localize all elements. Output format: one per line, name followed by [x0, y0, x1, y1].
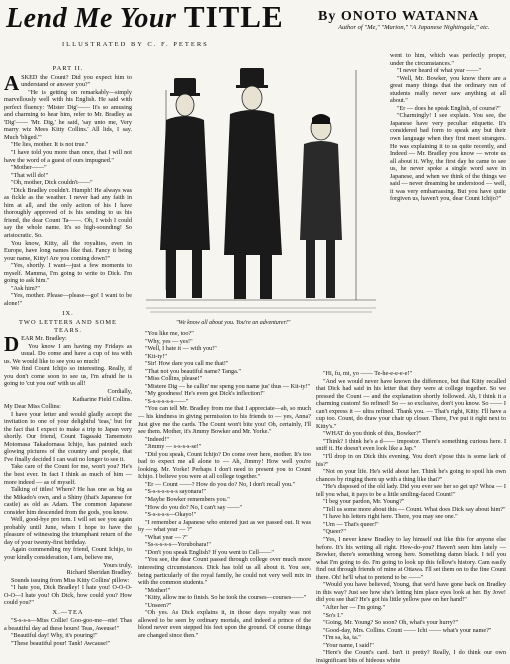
column-3-top — [390, 52, 506, 366]
paragraph: "Well, Mr. Bowker, you know there are a great many things that the ordinary run of students really never saw anything at all about." — [390, 74, 506, 105]
paragraph: "He's disposed of the old lady. Did you ever see her so get up? Whoa — I tell you what, it pays to be a little smiling-faced Count!" — [316, 483, 506, 498]
paragraph: You know, Kitty, all the royalties, even in Europe, have long names like that. Fancy it being your name, Kitty! Are you coming down?" — [4, 239, 132, 262]
signature: Richard Sheridan Bradley. — [66, 569, 132, 577]
paragraph: "Yes, I never knew Bradley to lay himself out like this for anyone else before. It's his writing all right. How-do-you? Haven't seen him lately — Bowker, there's something wrong here. Something damn black. I tell you what I'm going to do. I'm going to look up this fellow's history. Cam easily find out through friends of mine at Ottawa. I'll set them on to the fine Count there. Oh! he'll what to pretend to be ——" — [316, 536, 506, 581]
article-title: Lend Me Your TITLE — [6, 0, 284, 34]
paragraph: "Here's the Count's card. Isn't it pretty? Really, I do think our own insignificant bits of hideous white — [316, 649, 506, 664]
opening-paragraph: ASKED the Count? Did you expect him to understand or answer you?" — [4, 70, 132, 95]
paragraph: "Er — Count ——? How do you do? No, I don't recall you." — [145, 480, 296, 488]
letter-greeting: My Dear Miss Collins: — [4, 403, 61, 411]
paragraph: "What year — ?" — [145, 533, 188, 541]
paragraph: "Good-day, Mrs. Collins. Count —— Ichi —— what's your name?" — [323, 626, 492, 634]
paragraph: "Um — That's queer!" — [323, 520, 379, 528]
paragraph: "I have his letters right here. There, you may see one." — [323, 513, 458, 521]
paragraph: "Dick Bradley couldn't. Humph! He always was as fickle as the weather. I never had any faith in him at all, and the only action of his I have thoroughly approved of is his sending to us his friend, the dear Count Ta——. Oh, I wish I could say the whole name. It's so high-sounding! So aristocratic. So. — [4, 186, 132, 240]
paragraph: "I'll drop in on Dick this evening. You don't s'pose this is some lark of his?" — [316, 453, 506, 468]
paragraph: "I remember a Japanese who entered just as we passed out. It was by — what year — ?" — [138, 518, 311, 534]
paragraph: "How do you do? No, I can't say ——" — [145, 503, 243, 511]
paragraph: "You see, the dear Count passed through college over much more interesting circumstances. Dick has told us all about it. You see, being particularly of the royal family, he could not very well mix in with the common students." — [138, 556, 311, 587]
letter-greeting: DEAR Mr. Bradley: — [4, 332, 67, 357]
paragraph: "Not on your life. He's wild about her. Think he's going to spoil his own chances by ringing them up with a thing like that?" — [316, 468, 506, 483]
paragraph: "S-s-s-s-s-s-s sayonara!" — [145, 488, 206, 496]
paragraph: We find Count Ichijo so interesting. Really, if you don't come soon to see us, I'm afraid he is going to 'cut you out' with us all! — [4, 365, 132, 388]
paragraph: "He lies, mother. It is not true." — [11, 141, 89, 149]
paragraph: "I'm sa, ka, ta." — [323, 634, 361, 642]
part-heading: PART II. — [52, 65, 84, 72]
paragraph: "After her — I'm going." — [323, 603, 386, 611]
paragraph: "Your name, I said!" — [323, 641, 374, 649]
chapter-heading: X.—TEA — [52, 608, 84, 616]
paragraph: "Er — does he speak English, of course?" — [397, 104, 501, 112]
paragraph: "I never heard of what year ——" — [397, 67, 482, 75]
paragraph: I have your letter and would gladly accept the invitation to one of your delightful 'teas,' but for the fact that I expect to make a trip to Japan very shortly. Our friend, Count Tagasaki Tamemoto Motomasa Takadornasa Ichijo, has painted such glowing pictures of the country and people, that I've finally decided I can wait no longer to see it. — [4, 410, 132, 463]
paragraph: "These beautiful pour! Tank! Awcause!" — [11, 640, 111, 648]
paragraph: "Hi, fu, mi, yo —— Te-he-e-e-e-e!" — [323, 370, 413, 377]
paragraph: Again commending my friend, Count Ichijo, to your kindly consideration, I am, believe me, — [4, 546, 132, 561]
paragraph: "You can tell Mr. Bradley from me that I appreciate—ah, so much — his kindness in giving permission to his friends to — yes, Anna? Just give me the cards. The Count won't bite you! Oh, certainly, I'll see them. Mother, it's Jimmy Bowker and Mr. Yorke." — [138, 405, 311, 436]
paragraph: "Ask him?" — [11, 284, 40, 292]
paragraph: "Mother!" — [145, 586, 171, 594]
chapter-title: TWO LETTERS AND SOME TEARS. — [19, 319, 117, 334]
paragraph: "Indeed!" — [145, 435, 169, 443]
paragraph: "Mother——" — [11, 164, 47, 172]
paragraph: "Don't you speak English? If you went to Cell——" — [145, 548, 274, 556]
drop-cap: A — [4, 70, 20, 95]
paragraph: "Tell us some more about this — Count. What does Dick say about him?" — [323, 505, 506, 513]
paragraph: "Oh, mother, Dick couldn't——" — [11, 179, 93, 187]
paragraph: "Kitty, allow me to finish. So he took the courses—courses——" — [145, 594, 307, 602]
chapter-number: IX. — [62, 309, 74, 317]
paragraph: "Mistere Dig — he callin' me speng you name jus' thus — Kit-ty!" — [145, 382, 311, 390]
paragraph: Talking of titles! Where? He has one as big as the Mikado's own, and a Shiny (that's Japanese for castle) as old as Adam. The common Japanese consider him descended from the gods, you know. — [4, 486, 132, 516]
illustration-caption: "We know all about you. You're an adventurer!" — [176, 320, 291, 326]
byline: By ONOTO WATANNA — [318, 9, 480, 24]
paragraph: Well, good-bye pro tem. I will set see you again probably until June, when I hope to have the pleasure of witnessing the triumphant return of the day of your twenty-first birthday. — [4, 516, 132, 546]
paragraph: "Did you speak, Count Ichijo? Do come over here, mother. It's too bad to expect me all alone to — Ah, Jimmy! How well you're looking. Mr. Yorke! Perhaps I don't need to present you to Count Ichijo. I believe you were at all college together." — [138, 450, 311, 481]
paragraph: went to him, which was perfectly proper, under the circumstances." — [390, 52, 506, 67]
illustrator-credit: ILLUSTRATED BY C. F. PETERS — [62, 41, 209, 48]
paragraph: "Unseen?" — [145, 601, 172, 609]
author-note: Author of "Me," "Marion," "A Japanese Nightingale," etc. — [338, 24, 490, 31]
column-1 — [4, 63, 132, 648]
paragraph: Sounds issuing from Miss Kitty Collins' pillow: — [11, 576, 130, 584]
paragraph: "S-s-s-s—Miss Collie! Goo-goo-me—nie! Thas a beautiful day ad these hours! Teas, Aweuse!" — [4, 617, 132, 632]
paragraph: "Oh yes. As Dick explains it, in those days royalty was not allowed to be seen by ordinary mortals, and indeed a prince of the blood never even stepped his feet upon the ground. Of course things are changed since then." — [138, 609, 311, 639]
paragraph: "Well, I hate it — with you!" — [145, 345, 217, 353]
paragraph: "Yes, mother. Please—please—go! I want to be alone!" — [4, 292, 132, 307]
paragraph: "Would you have believed, Young, that we'd have gone back on Bradley in this way? Just see how she's letting him place eyes look at her. By Jove! did you see that? He's got his little yellow paw on her hand!" — [316, 581, 506, 604]
paragraph: "Ss-s-s-s-s—Yorubohara!" — [145, 541, 211, 549]
paragraph: "Miss Collins, please!" — [145, 375, 203, 383]
paragraph: "Why, yes — yes!" — [145, 337, 193, 345]
drop-cap: D — [4, 332, 20, 357]
column-2 — [138, 330, 311, 639]
paragraph: "S-s-s-s-s—Okayo!" — [145, 511, 197, 519]
paragraph: "I hate you, Dick Bradley! I hate you! O-O-O-O-O—I hate you! Oh Dick, how could you? How could you?" — [4, 584, 132, 607]
story-illustration — [136, 50, 386, 318]
title-emphasis: TITLE — [183, 0, 284, 34]
paragraph: "That not you beautiful name? Tanga." — [145, 367, 241, 375]
paragraph: "My goodness! He's even got Dick's inflection!" — [145, 390, 265, 398]
paragraph: "Think? I think he's a d—— impostor. There's something curious here. I sniff it. He doesn't even look like a Jap." — [316, 437, 506, 453]
paragraph: Take care of the Count for me, won't you? He's the best ever. In fact I think as much of him — more indeed — as of myself. — [4, 463, 132, 486]
signoff: Yours truly, — [103, 561, 132, 569]
paragraph: "That will do!" — [11, 171, 49, 179]
paragraph: "You like me, too?" — [145, 330, 194, 337]
paragraph: "Going, Mr. Young? So soon? Oh, what's your hurry?" — [323, 619, 459, 627]
paragraph: "Yes, shortly. I want—just a few moments to myself. Mamma, I'm going to write to Dick. I'm going to ask him." — [4, 262, 132, 285]
paragraph: "Jimmy — s-s-s-s-se!" — [145, 443, 202, 451]
paragraph: "Maybe Bowker remembers you." — [145, 496, 230, 504]
paragraph: "And we would never have known the difference, but that Kitty recalled that Dick had said in his letter that they were at college together. So we pressed the Count — and the explanation shortly followed. Ah, I think it a charming custom! So refined! So — so exclusive, don't you know. So —— I can't express it — ultra refined. Thank you. — That's right, Kitty. I'll have a cup too. Count, do draw your chair up closer. There, I've put it right next to Kitty's." — [316, 377, 506, 430]
paragraph: You know I am having my Fridays as usual. Do come and have a cup of tea with us. We would like to see you so much! — [4, 342, 132, 365]
paragraph: "Kit-ty!" — [145, 352, 167, 360]
paragraph: "Queer?" — [323, 528, 346, 536]
paragraph: "Sir! How dare you call me that!" — [145, 360, 229, 368]
column-3-bottom — [316, 370, 506, 664]
paragraph: "I have told you more than once, that I will not have the word of a guest of ours impugned." — [4, 149, 132, 164]
paragraph: "He is getting on remarkably—simply marvellously well with his English. He said with perfect fluency: 'Mister Dig'—— It's so amusing and charming to hear him, refer to Mr. Bradley as 'Dig'—— 'Mr. Dig,' he said, 'say unto me, Very marry wiz Mees Kitty Collins.' All lids, I say. Much 'bliged.'" — [4, 88, 132, 141]
paragraph: "WHAT do you think of this, Bowker?" — [323, 430, 422, 438]
paragraph: "I beg your pardon, Mr. Young?" — [323, 498, 405, 506]
paragraph: "S-s-s-s-s-s——" — [145, 397, 189, 405]
article-header — [0, 0, 510, 36]
signoff: Cordially, — [107, 387, 132, 395]
paragraph: "So's I." — [323, 611, 344, 619]
paragraph: "Beautiful day! Why, it's pouring!" — [11, 632, 98, 640]
signature: Katharine Field Collins. — [72, 395, 132, 403]
paragraph: "Charmingly! I see explain. You see, the Japanese have very peculiar etiquette. It's considered bad form to speak any but their own language when they first meet strangers. He was explaining it to us quite recently, and Indeed — Mr. Bradley you know — wrote us all about it. Why, the first day he came to see us, he never spoke a single word save in Japanese, and when we think of the things we said — never dreaming he understood — well, it was very embarrassing. But you have quite forgiven us, haven't you, dear Count Ichijo?" — [390, 112, 506, 203]
